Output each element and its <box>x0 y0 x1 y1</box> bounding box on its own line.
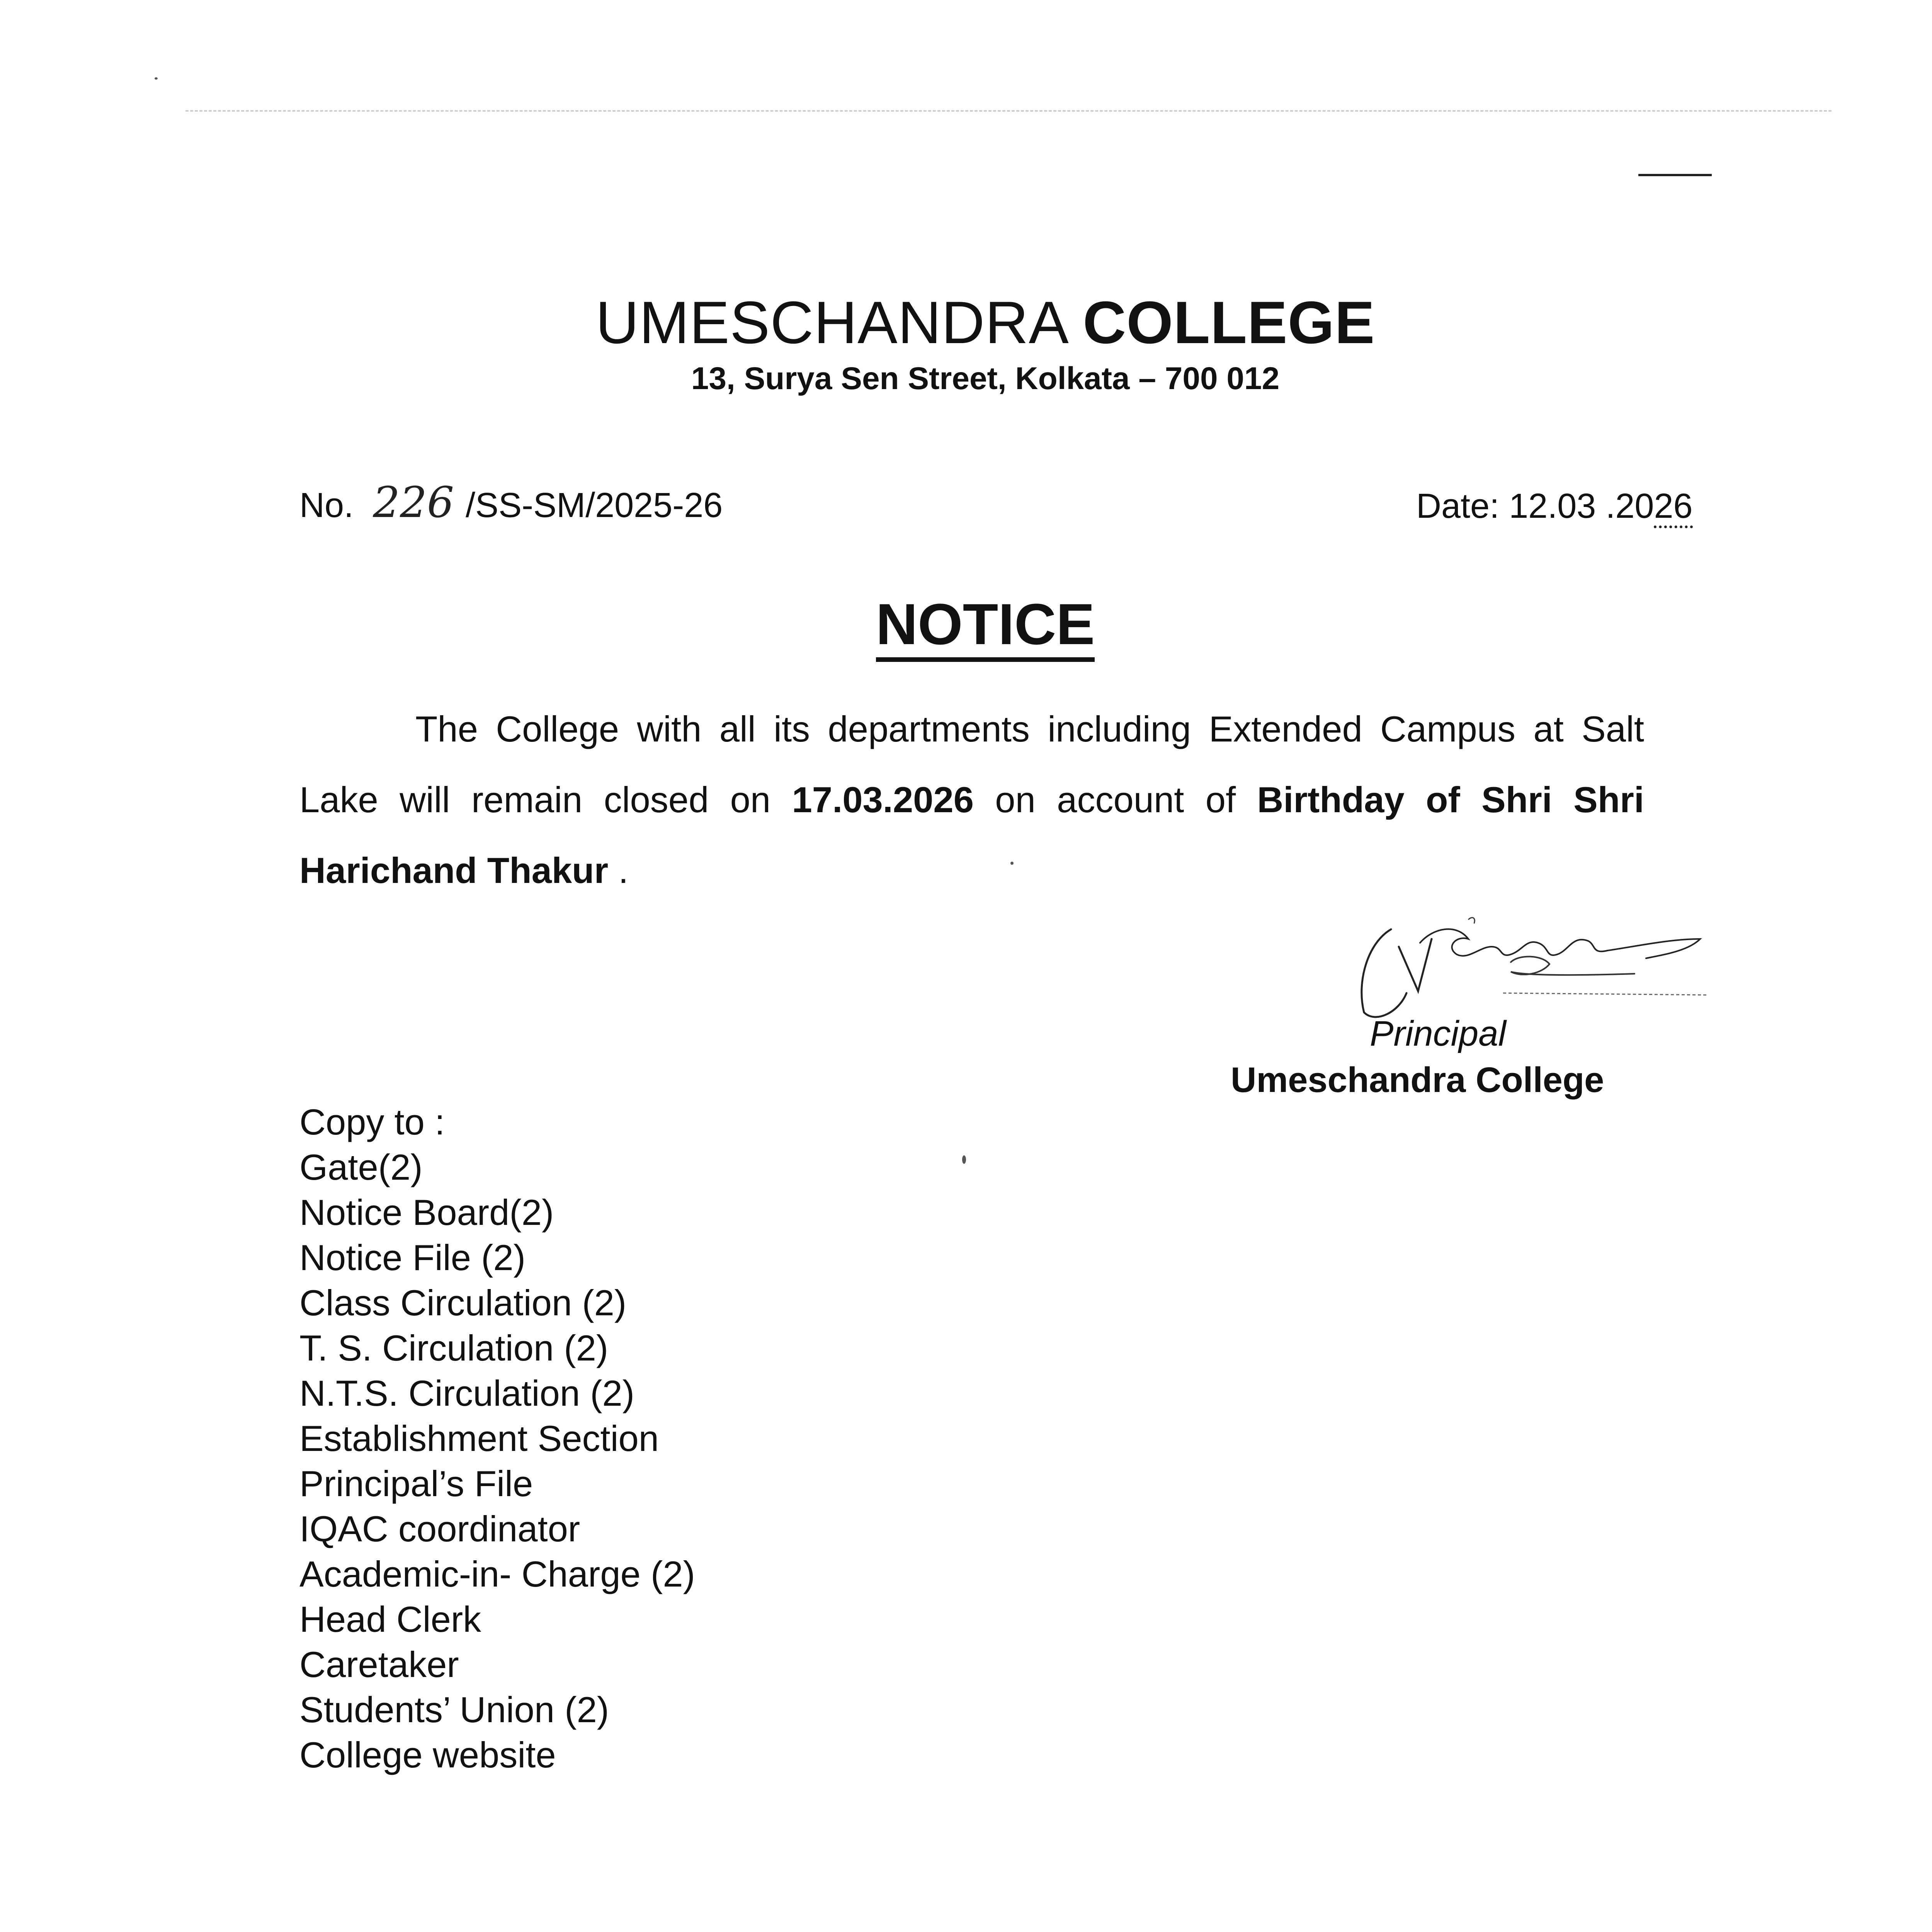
copy-to-title: Copy to : <box>299 1102 445 1142</box>
copy-to-item: Principal’s File <box>299 1463 533 1504</box>
corner-rule-line <box>1638 174 1712 176</box>
body-part2: on account of <box>974 779 1257 820</box>
scan-dash-line <box>185 110 1832 112</box>
copy-to-list <box>299 1145 695 1777</box>
copy-to-item: Head Clerk <box>299 1599 481 1639</box>
copy-to-item: N.T.S. Circulation (2) <box>299 1373 635 1413</box>
body-occasion: Birthday of Shri Shri Harichand Thakur <box>299 779 1644 891</box>
signatory-designation: Principal <box>1370 1014 1506 1053</box>
copy-to-item: College website <box>299 1735 556 1775</box>
notice-body <box>299 694 1644 906</box>
college-name-regular: UMESCHANDRA <box>595 289 1066 356</box>
body-part1: The College with all its departments including Extended Campus at Salt Lake will remain closed on <box>299 709 1644 820</box>
copy-to-item: Establishment Section <box>299 1418 659 1459</box>
signatory-institution: Umeschandra College <box>1231 1060 1604 1100</box>
scan-speck <box>155 77 158 80</box>
copy-to-item: Academic-in- Charge (2) <box>299 1554 695 1594</box>
scan-speck <box>1010 862 1014 865</box>
copy-to-item: Caretaker <box>299 1644 459 1685</box>
copy-to-item: IQAC coordinator <box>299 1509 580 1549</box>
copy-to-item: Notice File (2) <box>299 1237 526 1278</box>
copy-to-item: T. S. Circulation (2) <box>299 1328 609 1368</box>
date-tail: 26 <box>1654 487 1692 528</box>
copy-to-item: Class Circulation (2) <box>299 1282 627 1323</box>
copy-to-item: Gate(2) <box>299 1147 423 1187</box>
handwritten-reference-number: 226 <box>373 478 454 527</box>
reference-suffix: /SS-SM/2025-26 <box>466 486 723 525</box>
date-label: Date: 12.03 .20 <box>1416 487 1654 526</box>
body-end: . <box>608 850 629 891</box>
copy-to-item: Students’ Union (2) <box>299 1689 609 1730</box>
scan-speck <box>962 1155 966 1164</box>
college-address: 13, Surya Sen Street, Kolkata – 700 012 <box>691 361 1280 396</box>
notice-title <box>0 589 1932 659</box>
body-closure-date: 17.03.2026 <box>792 779 974 820</box>
college-name-bold: COLLEGE <box>1083 289 1375 356</box>
notice-date <box>1416 485 1693 527</box>
reference-number <box>299 478 723 527</box>
notice-title-text: NOTICE <box>876 592 1095 662</box>
college-name <box>0 288 1932 357</box>
principal-signature <box>1341 896 1712 1028</box>
copy-to-item: Notice Board(2) <box>299 1192 554 1233</box>
reference-prefix: No. <box>299 486 354 525</box>
